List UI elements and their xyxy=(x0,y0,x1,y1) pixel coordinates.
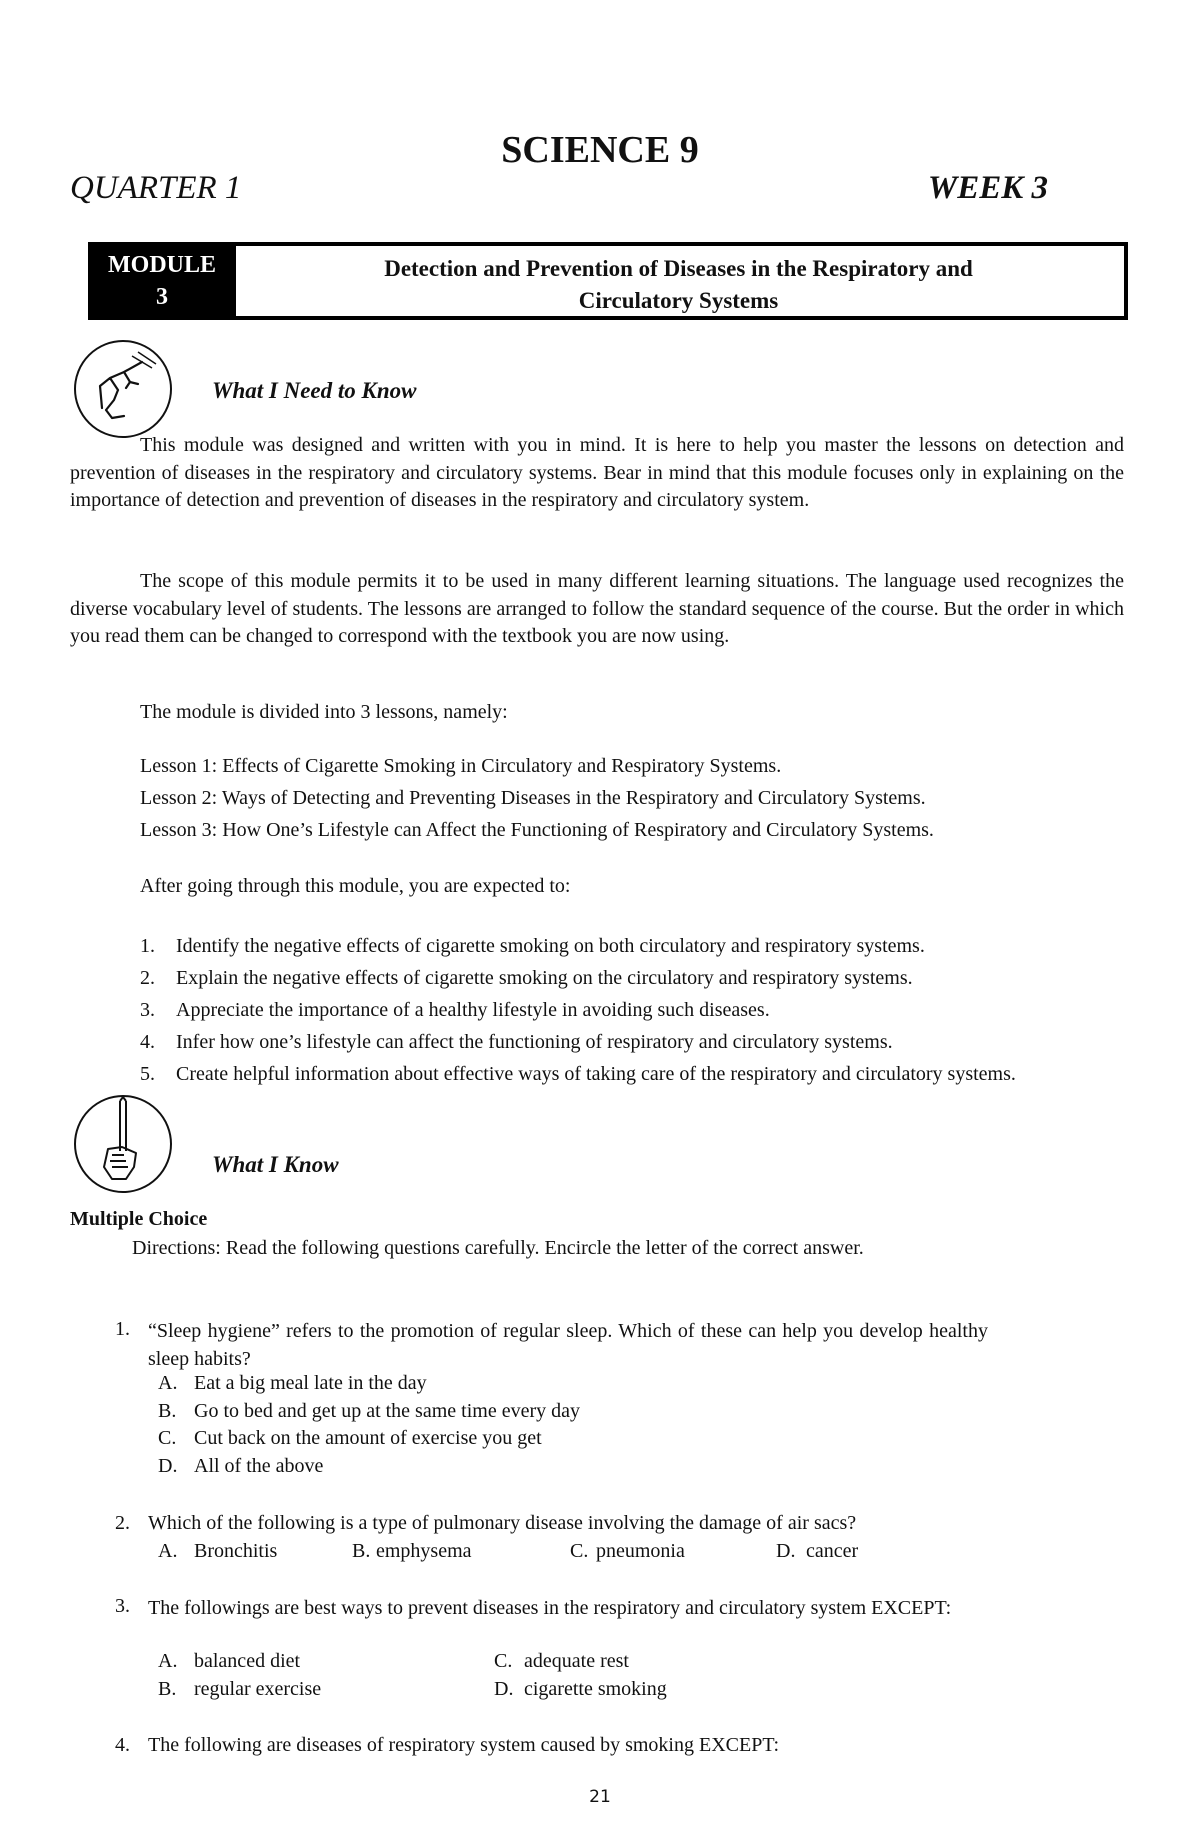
objective-number: 2. xyxy=(140,967,155,989)
week-label: WEEK 3 xyxy=(927,170,1048,206)
module-label-word: MODULE xyxy=(108,252,216,278)
multiple-choice-title: Multiple Choice xyxy=(70,1208,208,1230)
option-letter: C. xyxy=(494,1650,513,1672)
option-text: emphysema xyxy=(376,1540,472,1562)
document-title: SCIENCE 9 xyxy=(501,129,699,171)
module-label xyxy=(88,242,236,320)
lesson-item: Lesson 2: Ways of Detecting and Preventing Diseases in the Respiratory and Circulatory Systems. xyxy=(140,787,926,809)
question-text: The following are diseases of respiratory system caused by smoking EXCEPT: xyxy=(148,1734,780,1756)
quarter-label: QUARTER 1 xyxy=(70,170,242,206)
option-letter: D. xyxy=(158,1455,178,1477)
intro-paragraph-1-text: This module was designed and written with you in mind. It is here to help you master the lessons on detection and prevention of diseases in the respiratory and circulatory systems. Bear in mind that this module focuses only in explaining on the importance of detection and prevention of diseases in the respiratory and circulatory system. xyxy=(70,434,1124,511)
objective-text: Create helpful information about effective ways of taking care of the respiratory and circulatory systems. xyxy=(176,1063,1016,1085)
question-number: 3. xyxy=(115,1595,130,1617)
question-number: 1. xyxy=(115,1318,130,1340)
module-title xyxy=(233,242,1128,320)
question-number: 2. xyxy=(115,1512,130,1534)
option-text: cigarette smoking xyxy=(524,1678,667,1700)
objective-number: 1. xyxy=(140,935,155,957)
objective-text: Explain the negative effects of cigarette smoking on the circulatory and respiratory systems. xyxy=(176,967,913,989)
option-letter: D. xyxy=(494,1678,514,1700)
objective-item xyxy=(140,1029,1120,1057)
option-text: cancer xyxy=(806,1540,859,1562)
option-letter: D. xyxy=(776,1540,796,1562)
hand-pointing-icon xyxy=(72,338,174,440)
directions-text: Directions: Read the following questions carefully. Encircle the letter of the correct answer. xyxy=(132,1237,864,1259)
objective-text: Infer how one’s lifestyle can affect the functioning of respiratory and circulatory systems. xyxy=(176,1031,893,1053)
lesson-item: Lesson 1: Effects of Cigarette Smoking in Circulatory and Respiratory Systems. xyxy=(140,755,782,777)
option-text: balanced diet xyxy=(194,1650,301,1672)
page-number: 21 xyxy=(589,1787,611,1807)
option-text: pneumonia xyxy=(596,1540,685,1562)
intro-paragraph-2 xyxy=(70,568,1124,651)
objective-item xyxy=(140,933,1120,961)
option-text: All of the above xyxy=(194,1455,324,1477)
objective-number: 4. xyxy=(140,1031,155,1053)
objective-text: Appreciate the importance of a healthy lifestyle in avoiding such diseases. xyxy=(176,999,770,1021)
option-text: Bronchitis xyxy=(194,1540,278,1562)
module-title-line1: Detection and Prevention of Diseases in the Respiratory and xyxy=(384,256,973,281)
question-number: 4. xyxy=(115,1734,130,1756)
option-letter: A. xyxy=(158,1650,178,1672)
question-text: “Sleep hygiene” refers to the promotion of regular sleep. Which of these can help you develop healthy sleep habits? xyxy=(148,1320,988,1370)
module-banner xyxy=(88,242,1128,320)
option-letter: A. xyxy=(158,1372,178,1394)
lessons-intro: The module is divided into 3 lessons, namely: xyxy=(140,701,508,723)
objective-text: Identify the negative effects of cigarette smoking on both circulatory and respiratory systems. xyxy=(176,935,925,957)
hand-holding-pencil-icon xyxy=(72,1093,174,1195)
option-letter: B. xyxy=(352,1540,371,1562)
option-letter: A. xyxy=(158,1540,178,1562)
option-letter: C. xyxy=(158,1427,177,1449)
question-text: Which of the following is a type of pulmonary disease involving the damage of air sacs? xyxy=(148,1512,857,1534)
module-title-line2: Circulatory Systems xyxy=(578,288,779,313)
lesson-item: Lesson 3: How One’s Lifestyle can Affect the Functioning of Respiratory and Circulatory Systems. xyxy=(140,819,934,841)
objective-number: 3. xyxy=(140,999,155,1021)
option-text: Cut back on the amount of exercise you get xyxy=(194,1427,542,1449)
option-text: adequate rest xyxy=(524,1650,629,1672)
intro-paragraph-2-text: The scope of this module permits it to be used in many different learning situations. The language used recognizes the diverse vocabulary level of students. The lessons are arranged to follow the standard sequence of the course. But the order in which you read them can be changed to correspond with the textbook you are now using. xyxy=(70,570,1124,647)
directions xyxy=(70,1235,990,1263)
option-letter: B. xyxy=(158,1678,177,1700)
option-text: Eat a big meal late in the day xyxy=(194,1372,427,1394)
option-text: regular exercise xyxy=(194,1678,322,1700)
objective-number: 5. xyxy=(140,1063,155,1085)
question-text: The followings are best ways to prevent diseases in the respiratory and circulatory system EXCEPT: xyxy=(148,1597,952,1619)
objectives-intro: After going through this module, you are expected to: xyxy=(140,875,571,897)
module-label-number: 3 xyxy=(156,284,168,310)
objective-item xyxy=(140,965,1120,993)
option-letter: C. xyxy=(570,1540,589,1562)
option-letter: B. xyxy=(158,1400,177,1422)
section-heading-what-i-know: What I Know xyxy=(212,1152,339,1177)
objective-item xyxy=(140,1061,1120,1089)
section-heading-what-i-need-to-know: What I Need to Know xyxy=(212,378,417,403)
intro-paragraph-1 xyxy=(70,432,1124,515)
option-text: Go to bed and get up at the same time every day xyxy=(194,1400,580,1422)
objective-item xyxy=(140,997,1120,1025)
